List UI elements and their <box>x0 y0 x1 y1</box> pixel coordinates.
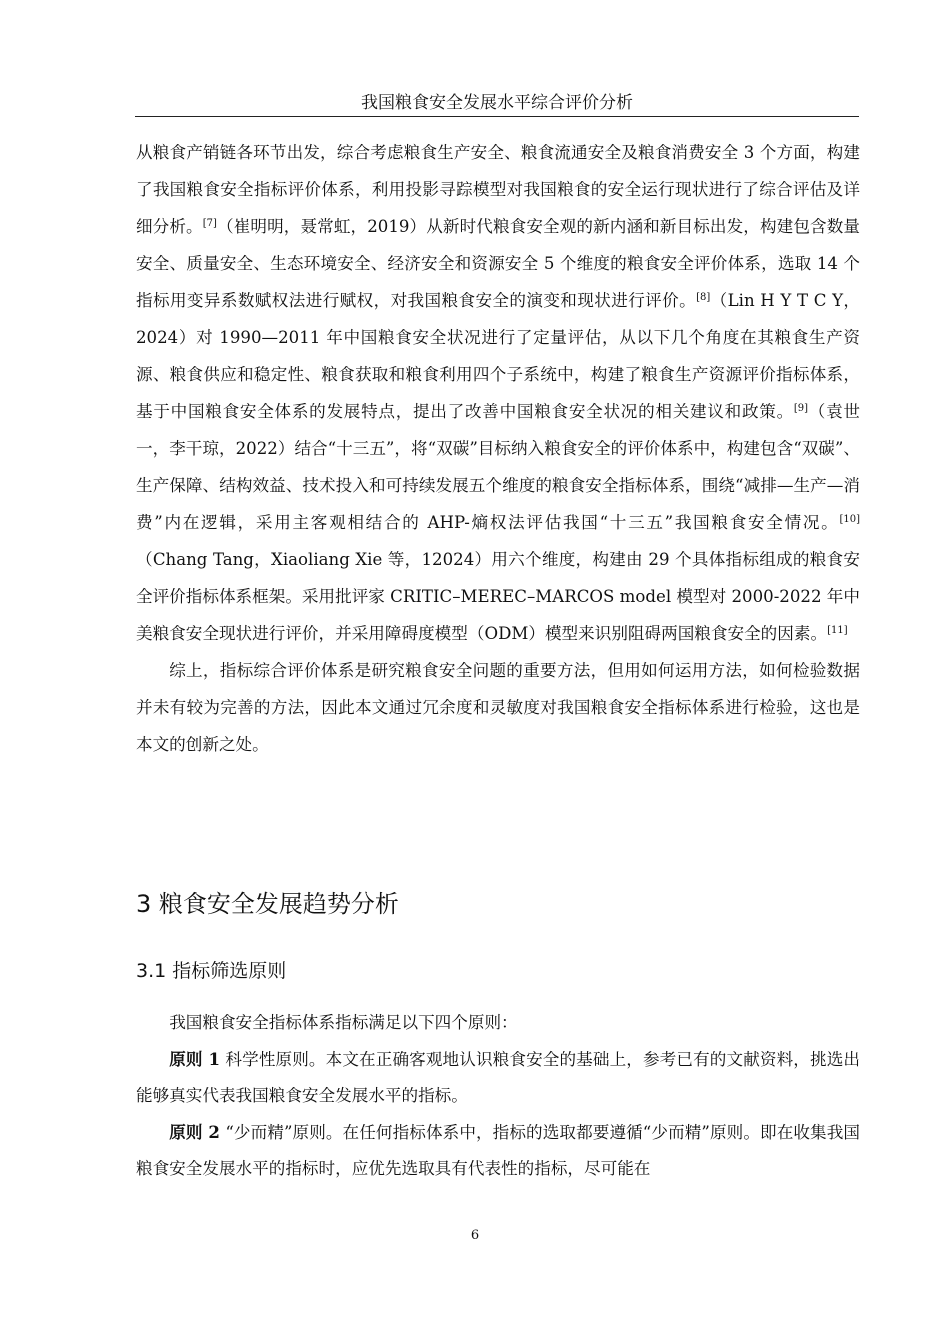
principle-2-text: “少而精”原则。在任何指标体系中，指标的选取都要遵循“少而精”原则。即在收集我国粮食安全发展水平的指标时，应优先选取具有代表性的指标，尽可能在 <box>136 1123 861 1178</box>
paragraph-text: 从粮食产销链各环节出发，综合考虑粮食生产安全、粮食流通安全及粮食消费安全 3 个方面，构建了我国粮食安全指标评价体系，利用投影寻踪模型对我国粮食的安全运行现状进行了综合评估及详细分析。 <box>136 143 860 236</box>
citation-ref-8[interactable]: [8] <box>696 292 711 303</box>
principles-text-block <box>136 1005 860 1187</box>
principle-1-label: 原则 1 <box>169 1049 221 1069</box>
citation-ref-11[interactable]: [11] <box>827 625 848 636</box>
principles-intro: 我国粮食安全指标体系指标满足以下四个原则： <box>169 1013 518 1032</box>
principle-1-paragraph <box>136 1041 860 1114</box>
paragraph-text: （袁世一，李干琼，2022）结合“十三五”，将“双碳”目标纳入粮食安全的评价体系中，构建包含“双碳”、生产保障、结构效益、技术投入和可持续发展五个维度的粮食安全指标体系，围绕“减排—生产—消费”内在逻辑，采用主客观相结合的 AHP-熵权法评估我国“十三五”我国粮食安全情况。 <box>136 402 861 532</box>
subsection-heading-3-1: 3.1 指标筛选原则 <box>136 960 287 982</box>
section-heading-3: 3 粮食安全发展趋势分析 <box>136 890 399 918</box>
paragraph-text: （Chang Tang，Xiaoliang Xie 等，12024）用六个维度，构建由 29 个具体指标组成的粮食安全评价指标体系框架。采用批评家 CRITIC–MEREC–MARCOS model 模型对 2000-2022 年中美粮食安全现状进行评价，并采用障碍度模型（ODM）模型来识别阻碍两国粮食安全的因素。 <box>136 550 860 643</box>
page-number: 6 <box>470 1228 480 1243</box>
literature-review-paragraph <box>136 134 860 652</box>
paragraph-text: （崔明明，聂常虹，2019）从新时代粮食安全观的新内涵和新目标出发，构建包含数量安全、质量安全、生态环境安全、经济安全和资源安全 5 个维度的粮食安全评价体系，选取 14 个指标用变异系数赋权法进行赋权，对我国粮食安全的演变和现状进行评价。 <box>136 217 860 310</box>
citation-ref-9[interactable]: [9] <box>793 403 809 414</box>
principle-2-paragraph <box>136 1114 860 1187</box>
citation-ref-7[interactable]: [7] <box>202 218 217 229</box>
running-header: 我国粮食安全发展水平综合评价分析 <box>135 91 859 117</box>
paragraph-text: （Lin H Y T C Y，2024）对 1990—2011 年中国粮食安全状况进行了定量评估，从以下几个角度在其粮食生产资源、粮食供应和稳定性、粮食获取和粮食利用四个子系统中，构建了粮食生产资源评价指标体系，基于中国粮食安全体系的发展特点，提出了改善中国粮食安全状况的相关建议和政策。 <box>136 291 861 421</box>
principle-1-text: 科学性原则。本文在正确客观地认识粮食安全的基础上，参考已有的文献资料，挑选出能够真实代表我国粮食安全发展水平的指标。 <box>136 1050 861 1105</box>
body-text-block <box>136 134 860 763</box>
citation-ref-10[interactable]: [10] <box>839 514 860 525</box>
summary-paragraph: 综上，指标综合评价体系是研究粮食安全问题的重要方法，但用如何运用方法，如何检验数据并未有较为完善的方法，因此本文通过冗余度和灵敏度对我国粮食安全指标体系进行检验，这也是本文的创新之处。 <box>136 661 860 754</box>
principle-2-label: 原则 2 <box>169 1122 220 1142</box>
